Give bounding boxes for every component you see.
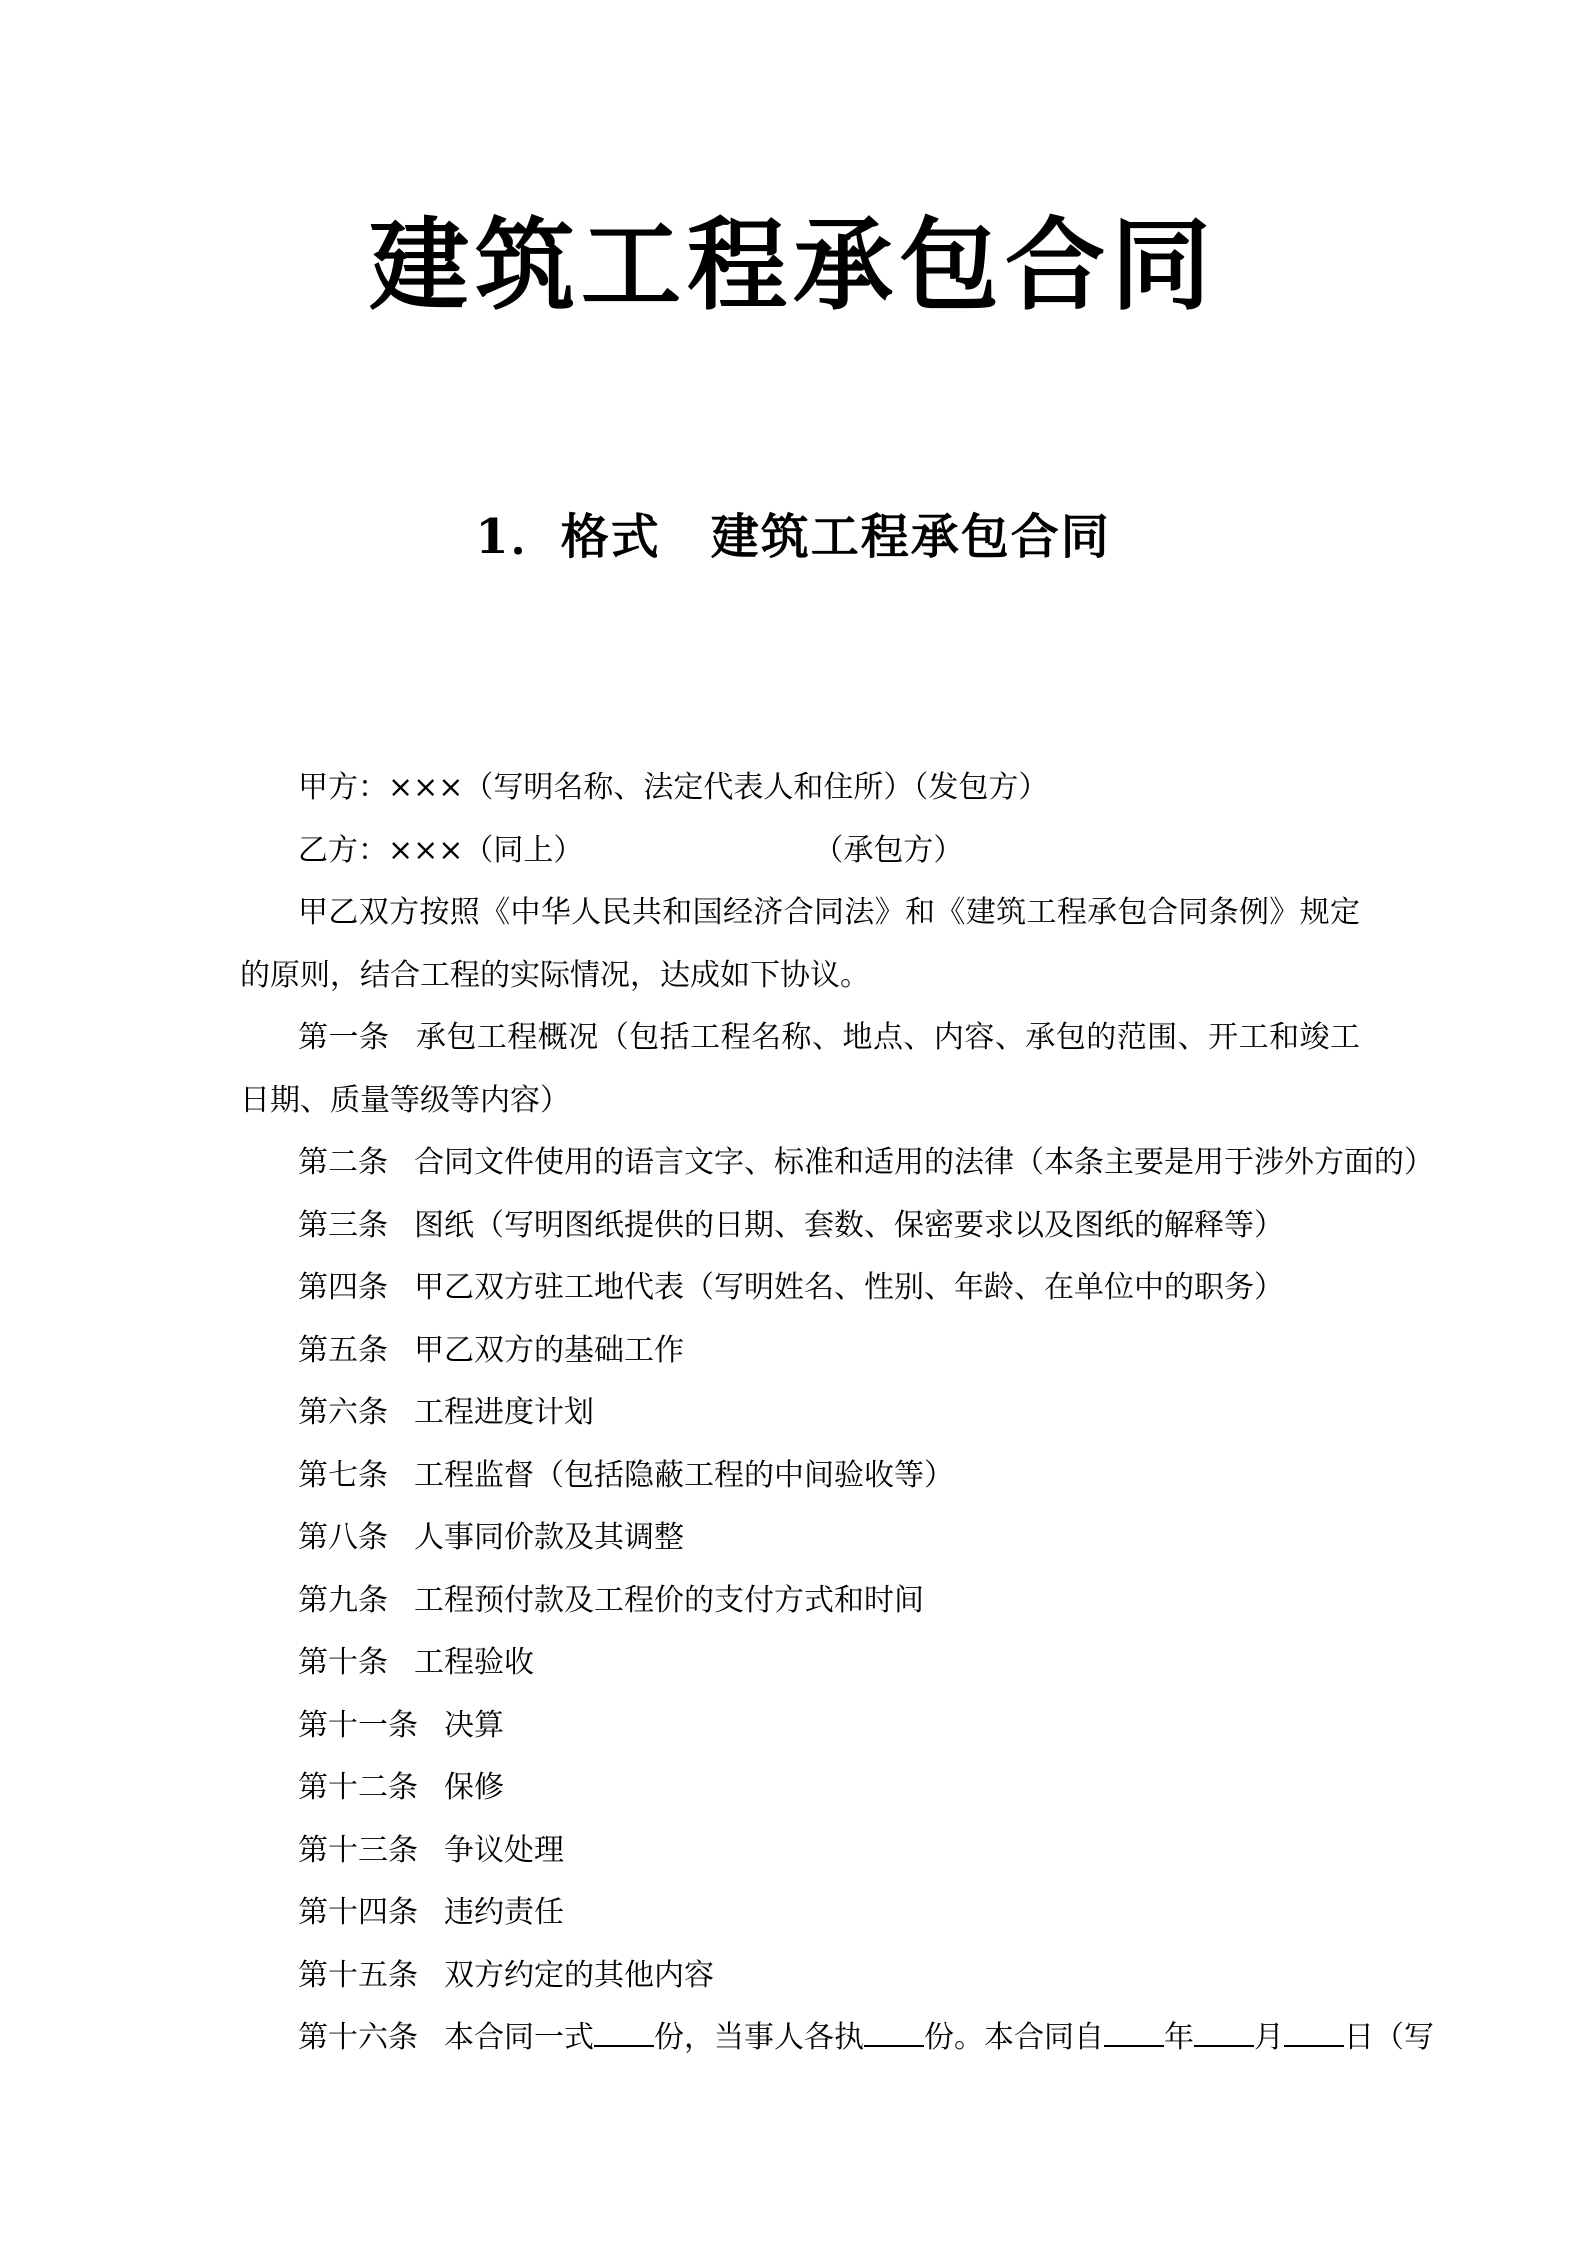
article-text: 违约责任: [444, 1895, 564, 1930]
blank-year: [1104, 2023, 1164, 2047]
articles-list: [240, 1007, 1434, 2007]
article-16-part2: 份，当事人各执: [654, 2020, 864, 2055]
article-15: [240, 1945, 1360, 2008]
article-1: [240, 1007, 1360, 1132]
article-number: 第十五条: [298, 1957, 418, 1993]
article-4: [240, 1257, 1360, 1320]
article-16-part5: 月: [1254, 2020, 1284, 2055]
article-text: 甲乙双方驻工地代表（写明姓名、性别、年龄、在单位中的职务）: [414, 1270, 1284, 1305]
article-number: 第八条: [298, 1520, 388, 1555]
blank-month: [1194, 2023, 1254, 2047]
article-10: [240, 1632, 1360, 1695]
subtitle-name: 建筑工程承包合同: [710, 509, 1111, 565]
subtitle-number: 1．: [475, 509, 561, 565]
party-a-line: [240, 757, 1360, 820]
article-number: 第十二条: [298, 1770, 418, 1805]
article-number: 第十三条: [298, 1832, 418, 1868]
party-b-value: ×××（同上）: [388, 832, 584, 868]
article-text: 工程验收: [414, 1645, 534, 1680]
article-8: [240, 1507, 1360, 1570]
article-text: 决算: [444, 1707, 504, 1743]
article-number: 第四条: [298, 1270, 388, 1305]
article-number: 第三条: [298, 1207, 388, 1243]
article-text: 承包工程概况（包括工程名称、地点、内容、承包的范围、开工和竣工日期、质量等级等内容）: [240, 1020, 1361, 1118]
blank-copies-total: [594, 2023, 654, 2047]
article-text: 工程监督（包括隐蔽工程的中间验收等）: [414, 1457, 954, 1493]
article-text: 图纸（写明图纸提供的日期、套数、保密要求以及图纸的解释等）: [414, 1207, 1284, 1243]
article-text: 甲乙双方的基础工作: [414, 1332, 684, 1368]
article-16-part6: 日（写: [1344, 2020, 1434, 2055]
article-6: [240, 1382, 1360, 1445]
party-a-value: ×××（写明名称、法定代表人和住所）（发包方）: [388, 770, 1049, 805]
article-text: 争议处理: [444, 1832, 564, 1868]
article-number: 第九条: [298, 1582, 388, 1618]
article-7: [240, 1445, 1360, 1508]
party-b-line: [240, 820, 1360, 883]
article-16-part4: 年: [1164, 2020, 1194, 2055]
article-text: 保修: [444, 1770, 504, 1805]
article-number: 第十条: [298, 1645, 388, 1680]
article-number: 第二条: [298, 1145, 388, 1180]
article-number: 第六条: [298, 1395, 388, 1430]
article-number: 第一条: [298, 1020, 390, 1055]
article-text: 合同文件使用的语言文字、标准和适用的法律（本条主要是用于涉外方面的）: [414, 1145, 1434, 1180]
article-text: 双方约定的其他内容: [444, 1957, 714, 1993]
article-11: [240, 1695, 1360, 1758]
article-16: [240, 2007, 1434, 2070]
article-2: [240, 1132, 1434, 1195]
article-number: 第十四条: [298, 1895, 418, 1930]
blank-day: [1284, 2023, 1344, 2047]
article-number: 第五条: [298, 1332, 388, 1368]
article-14: [240, 1882, 1360, 1945]
article-16-part1: 本合同一式: [444, 2020, 594, 2055]
article-12: [240, 1757, 1360, 1820]
article-text: 工程预付款及工程价的支付方式和时间: [414, 1582, 924, 1618]
article-13: [240, 1820, 1360, 1883]
subtitle-label: 格式: [560, 509, 661, 565]
article-16-num: 第十六条: [298, 2020, 418, 2055]
article-16-part3: 份。本合同自: [924, 2020, 1104, 2055]
article-5: [240, 1320, 1360, 1383]
document-subtitle: [0, 505, 1586, 569]
party-b-role: （承包方）: [813, 832, 964, 868]
article-9: [240, 1570, 1360, 1633]
document-title: 建筑工程承包合同: [369, 206, 1217, 324]
contract-body: [240, 757, 1434, 2070]
article-number: 第十一条: [298, 1707, 418, 1743]
article-number: 第七条: [298, 1457, 388, 1493]
article-text: 人事同价款及其调整: [414, 1520, 684, 1555]
article-text: 工程进度计划: [414, 1395, 594, 1430]
preamble: 甲乙双方按照《中华人民共和国经济合同法》和《建筑工程承包合同条例》规定的原则，结合工程的实际情况，达成如下协议。: [240, 895, 1360, 993]
party-b-label: 乙方：: [298, 832, 388, 868]
party-a-label: 甲方：: [298, 770, 388, 805]
blank-copies-each: [864, 2023, 924, 2047]
article-3: [240, 1195, 1360, 1258]
